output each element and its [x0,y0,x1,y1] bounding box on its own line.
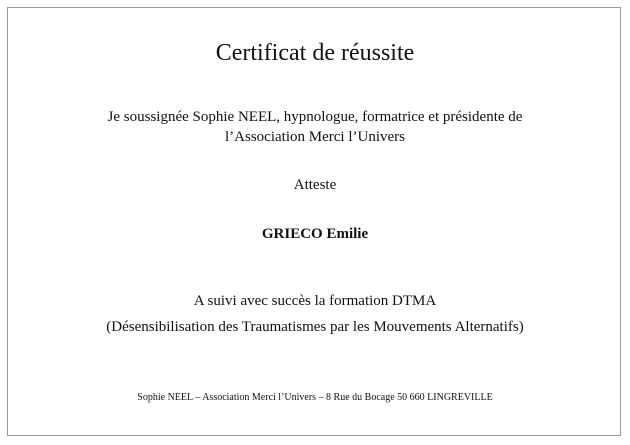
certificate-title: Certificat de réussite [215,40,415,66]
certificate-border [7,7,621,436]
atteste-text: Atteste [293,177,337,193]
certificate-footer: Sophie NEEL – Association Merci l’Univers – 8 Rue du Bocage 50 660 LINGREVILLE [137,392,493,403]
formation-detail: (Désensibilisation des Traumatismes par les Mouvements Alternatifs) [106,319,524,335]
recipient-name: GRIECO Emilie [261,226,369,242]
formation-line: A suivi avec succès la formation DTMA [193,293,437,309]
intro-line-1: Je soussignée Sophie NEEL, hypnologue, formatrice et présidente de [107,109,523,125]
intro-line-2: l’Association Merci l’Univers [225,129,405,145]
certificate-intro [0,107,630,147]
